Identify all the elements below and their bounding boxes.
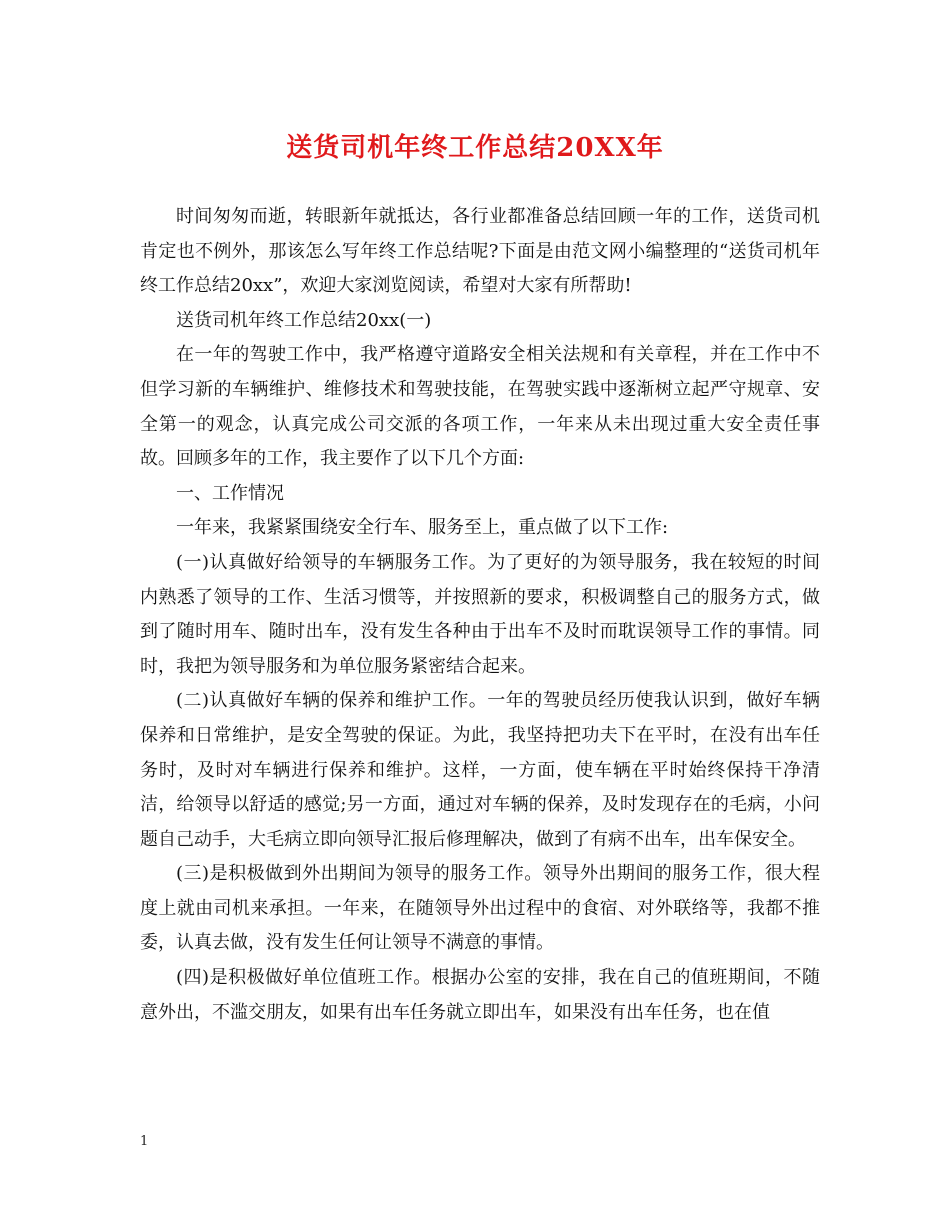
paragraph-item-4: (四)是积极做好单位值班工作。根据办公室的安排，我在自己的值班期间，不随意外出，不滥交朋友，如果有出车任务就立即出车，如果没有出车任务，也在值	[140, 967, 820, 1023]
paragraph-item-3: (三)是积极做到外出期间为领导的服务工作。领导外出期间的服务工作，很大程度上就由司机来承担。一年来，在随领导外出过程中的食宿、对外联络等，我都不推委，认真去做，没有发生任何让领导不满意的事情。	[140, 863, 820, 954]
document-body	[140, 200, 820, 1030]
document-title: 送货司机年终工作总结20XX年	[286, 133, 664, 163]
page-number: 1	[140, 1134, 149, 1149]
paragraph-intro: 时间匆匆而逝，转眼新年就抵达，各行业都准备总结回顾一年的工作，送货司机肯定也不例外，那该怎么写年终工作总结呢?下面是由范文网小编整理的“送货司机年终工作总结20xx”，欢迎大家浏览阅读，希望对大家有所帮助!	[140, 206, 820, 297]
paragraph-overview: 在一年的驾驶工作中，我严格遵守道路安全相关法规和有关章程，并在工作中不但学习新的车辆维护、维修技术和驾驶技能，在驾驶实践中逐渐树立起严守规章、安全第一的观念，认真完成公司交派的各项工作，一年来从未出现过重大安全责任事故。回顾多年的工作，我主要作了以下几个方面:	[140, 344, 820, 470]
paragraph-focus: 一年来，我紧紧围绕安全行车、服务至上，重点做了以下工作:	[176, 517, 669, 539]
paragraph-item-2: (二)认真做好车辆的保养和维护工作。一年的驾驶员经历使我认识到，做好车辆保养和日常维护，是安全驾驶的保证。为此，我坚持把功夫下在平时，在没有出车任务时，及时对车辆进行保养和维护。这样，一方面，使车辆在平时始终保持干净清洁，给领导以舒适的感觉;另一方面，通过对车辆的保养，及时发现存在的毛病，小问题自己动手，大毛病立即向领导汇报后修理解决，做到了有病不出车，出车保安全。	[140, 690, 820, 850]
paragraph-item-1: (一)认真做好给领导的车辆服务工作。为了更好的为领导服务，我在较短的时间内熟悉了领导的工作、生活习惯等，并按照新的要求，积极调整自己的服务方式，做到了随时用车、随时出车，没有发生各种由于出车不及时而耽误领导工作的事情。同时，我把为领导服务和为单位服务紧密结合起来。	[140, 551, 820, 677]
paragraph-section-heading: 送货司机年终工作总结20xx(一)	[176, 309, 432, 331]
paragraph-heading-work: 一、工作情况	[176, 482, 284, 504]
